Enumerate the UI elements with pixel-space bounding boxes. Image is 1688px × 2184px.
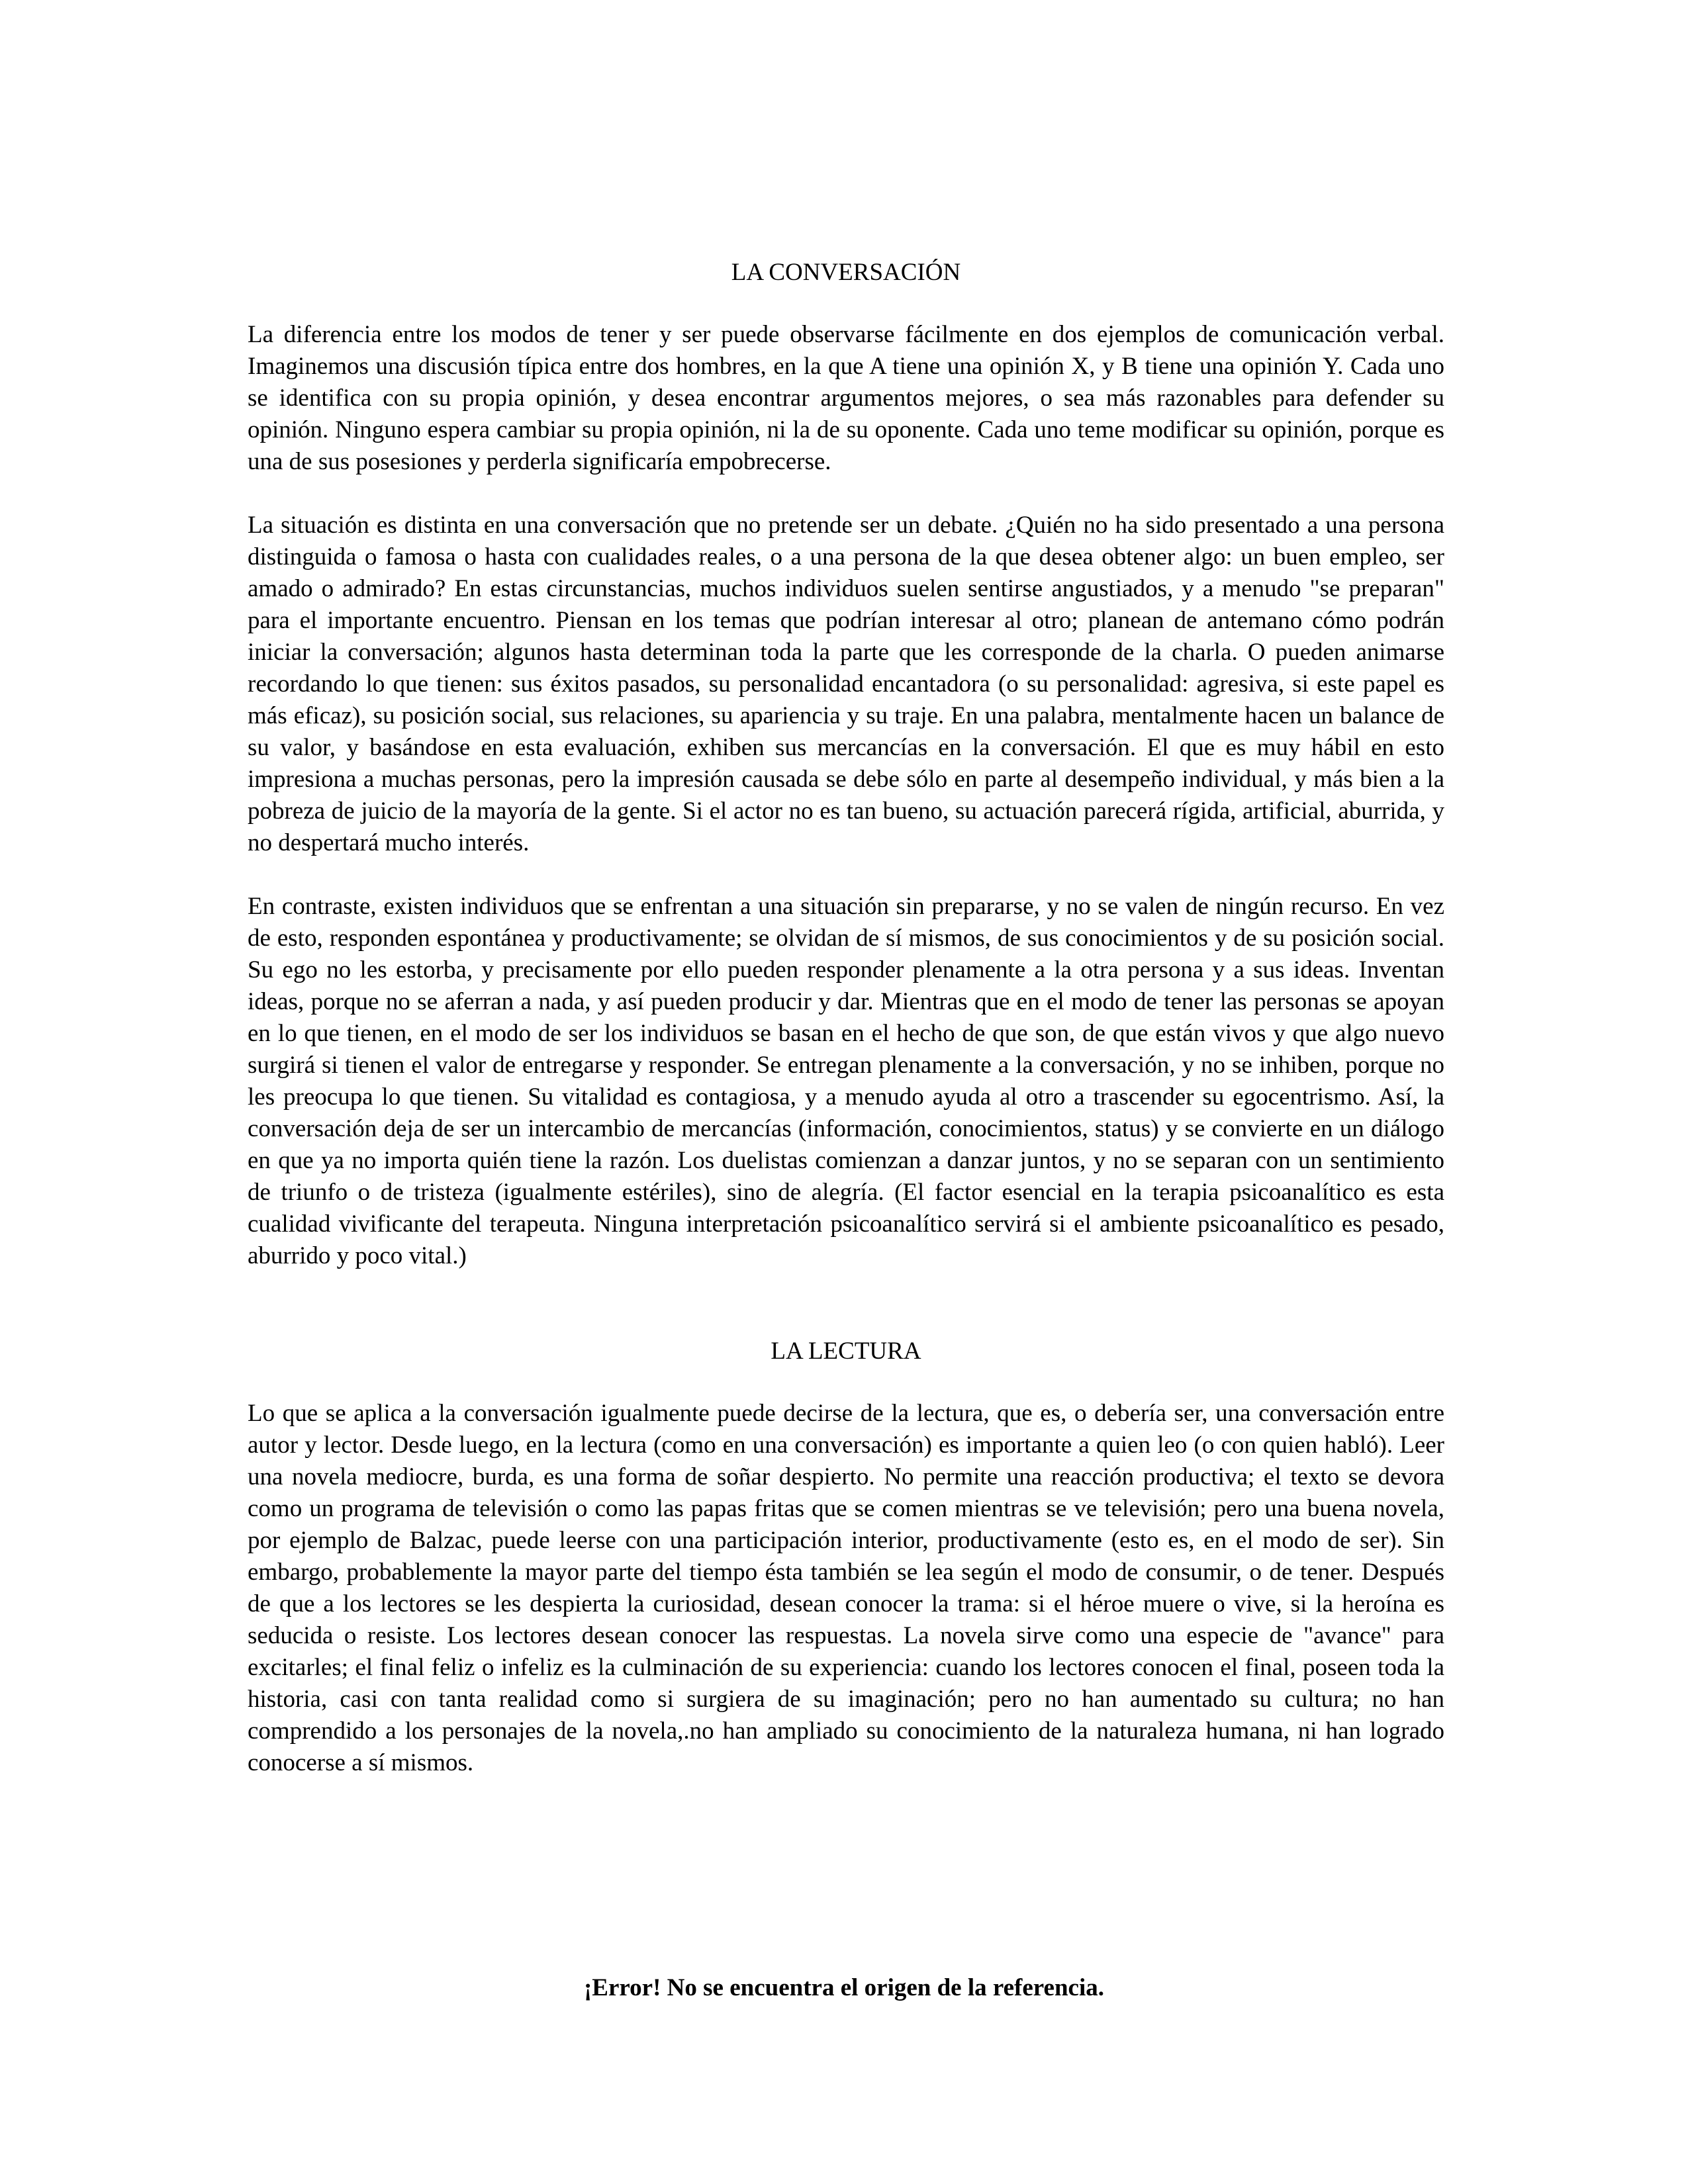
paragraph: En contraste, existen individuos que se enfrentan a una situación sin prepararse, y no se valen de ningún recurso. En vez de esto, responden espontánea y productivamente; se olvidan de sí mismos, de sus conocimientos y de su posición social. Su ego no les estorba, y precisamente por ello pueden responder plenamente a la otra persona y a sus ideas. Inventan ideas, porque no se aferran a nada, y así pueden producir y dar. Mientras que en el modo de tener las personas se apoyan en lo que tienen, en el modo de ser los individuos se basan en el hecho de que son, de que están vivos y que algo nuevo surgirá si tienen el valor de entregarse y responder. Se entregan plenamente a la conversación, y no se inhiben, porque no les preocupa lo que tienen. Su vitalidad es contagiosa, y a menudo ayuda al otro a trascender su egocentrismo. Así, la conversación deja de ser un intercambio de mercancías (información, conocimientos, status) y se convierte en un diálogo en que ya no importa quién tiene la razón. Los duelistas comienzan a danzar juntos, y no se separan con un sentimiento de triunfo o de tristeza (igualmente estériles), sino de alegría. (El factor esencial en la terapia psicoanalítico es esta cualidad vivificante del terapeuta. Ninguna interpretación psicoanalítico servirá si el ambiente psicoanalítico es pesado, aburrido y poco vital.) <box>248 893 1444 1269</box>
section-title-conversacion: LA CONVERSACIÓN <box>731 259 961 286</box>
paragraph: Lo que se aplica a la conversación igualmente puede decirse de la lectura, que es, o debería ser, una conversación entre autor y lector. Desde luego, en la lectura (como en una conversación) es importante a quien leo (o con quien habló). Leer una novela mediocre, burda, es una forma de soñar despierto. No permite una reacción productiva; el texto se devora como un programa de televisión o como las papas fritas que se comen mientras se ve televisión; pero una buena novela, por ejemplo de Balzac, puede leerse con una participación interior, productivamente (esto es, en el modo de ser). Sin embargo, probablemente la mayor parte del tiempo ésta también se lea según el modo de consumir, o de tener. Después de que a los lectores se les despierta la curiosidad, desean conocer la trama: si el héroe muere o vive, si la heroína es seducida o resiste. Los lectores desean conocer las respuestas. La novela sirve como una especie de "avance" para excitarles; el final feliz o infeliz es la culminación de su experiencia: cuando los lectores conocen el final, poseen toda la historia, casi con tanta realidad como si surgiera de su imaginación; pero no han aumentado su cultura; no han comprendido a los personajes de la novela,.no han ampliado su conocimiento de la naturaleza humana, ni han logrado conocerse a sí mismos. <box>248 1400 1444 1776</box>
section-spacer <box>248 1272 1444 1336</box>
paragraph: La situación es distinta en una conversación que no pretende ser un debate. ¿Quién no ha sido presentado a una persona distinguida o famosa o hasta con cualidades reales, o a una persona de la que desea obtener algo: un buen empleo, ser amado o admirado? En estas circunstancias, muchos individuos suelen sentirse angustiados, y a menudo "se preparan" para el importante encuentro. Piensan en los temas que podrían interesar al otro; planean de antemano cómo podrán iniciar la conversación; algunos hasta determinan toda la parte que les corresponde de la charla. O pueden animarse recordando lo que tienen: sus éxitos pasados, su personalidad encantadora (o su personalidad: agresiva, si este papel es más eficaz), su posición social, sus relaciones, su apariencia y su traje. En una palabra, mentalmente hacen un balance de su valor, y basándose en esta evaluación, exhiben sus mercancías en la conversación. El que es muy hábil en esto impresiona a muchas personas, pero la impresión causada se debe sólo en parte al desempeño individual, y más bien a la pobreza de juicio de la mayoría de la gente. Si el actor no es tan bueno, su actuación parecerá rígida, artificial, aburrida, y no despertará mucho interés. <box>248 512 1444 856</box>
document-page <box>248 257 1444 1779</box>
section-title-lectura: LA LECTURA <box>771 1338 921 1365</box>
paragraph: La diferencia entre los modos de tener y ser puede observarse fácilmente en dos ejemplos de comunicación verbal. Imaginemos una discusión típica entre dos hombres, en la que A tiene una opinión X, y B tiene una opinión Y. Cada uno se identifica con su propia opinión, y desea encontrar argumentos mejores, o sea más razonables para defender su opinión. Ninguno espera cambiar su propia opinión, ni la de su oponente. Cada uno teme modificar su opinión, porque es una de sus posesiones y perderla significaría empobrecerse. <box>248 321 1444 475</box>
reference-error-footer: ¡Error! No se encuentra el origen de la referencia. <box>583 1974 1104 2001</box>
